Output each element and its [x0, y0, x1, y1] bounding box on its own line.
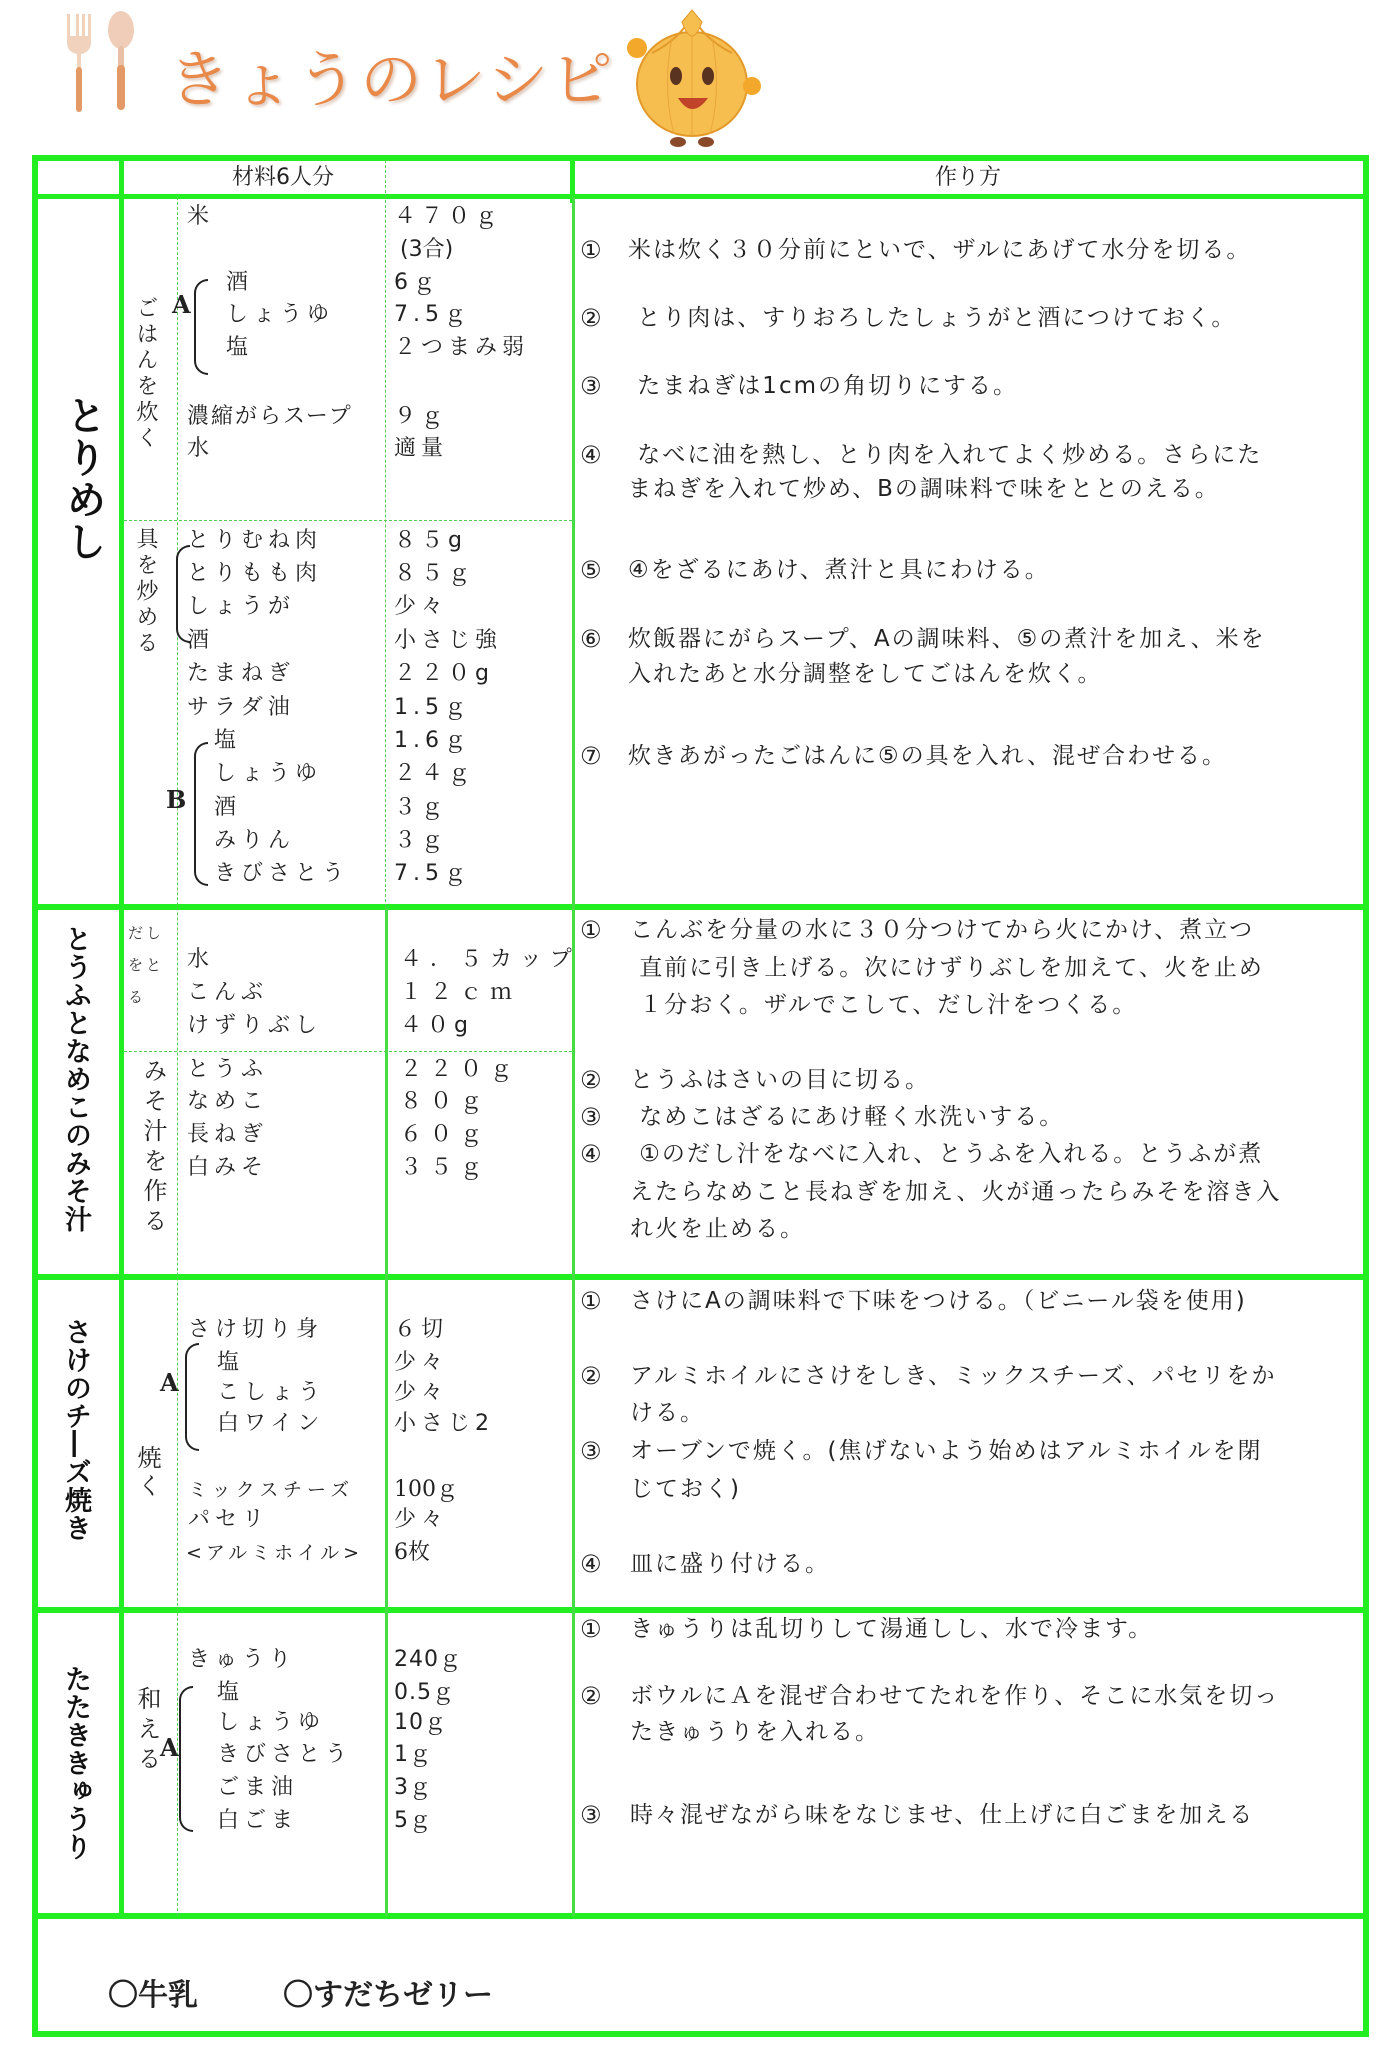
step-text: とうふはさいの目に切る。: [630, 1067, 930, 1093]
step-text: ボウルにＡを混ぜ合わせてたれを作り、そこに水気を切っ: [630, 1683, 1280, 1709]
step-text: なめこはざるにあけ軽く水洗いする。: [630, 1104, 1065, 1130]
ingredient-name: 水: [187, 947, 215, 972]
section-label: だしをとる: [128, 924, 165, 1006]
ingredient-name: みりん: [214, 828, 296, 853]
ingredient-name: さけ切り身: [188, 1317, 324, 1342]
ingredient-name: しょうゆ: [217, 1710, 326, 1735]
step-text: なべに油を熱し、とり肉を入れてよく炒める。さらにた: [628, 442, 1263, 468]
group-label-a: A: [172, 290, 191, 319]
ingredient-amount: ６０ｇ: [400, 1122, 491, 1147]
step-text: えたらなめこと長ねぎを加え、火が通ったらみそを溶き入: [630, 1179, 1282, 1205]
section-label: 焼く: [133, 1445, 161, 1501]
ingredient-amount: 小さじ2: [394, 1411, 494, 1436]
step-text: とり肉は、すりおろしたしょうがと酒につけておく。: [628, 305, 1237, 331]
step-number: ①: [580, 916, 602, 944]
step-text: アルミホイルにさけをしき、ミックスチーズ、パセリをか: [630, 1363, 1277, 1389]
step-number: ④: [580, 1550, 602, 1578]
step-number: ④: [580, 441, 602, 469]
ingredient-name: しょうゆ: [226, 302, 335, 327]
ingredient-name: 塩: [217, 1680, 245, 1705]
step-text: さけにAの調味料で下味をつける。（ビニール袋を使用): [630, 1288, 1247, 1314]
ingredients-header: 材料6人分: [232, 165, 334, 190]
ingredient-amount: ９ｇ: [394, 404, 449, 429]
fork-icon: [62, 12, 92, 112]
step-text: 入れたあと水分調整をしてごはんを炊く。: [628, 661, 1103, 687]
group-label-a: A: [160, 1733, 179, 1762]
recipe-name: さけのチ―ズ焼き: [60, 1318, 91, 1542]
ingredient-amount: １２ｃｍ: [400, 980, 521, 1005]
ingredient-name: とうふ: [187, 1057, 269, 1082]
ingredient-amount: (3合): [400, 237, 454, 262]
ingredient-amount: ８０ｇ: [400, 1089, 491, 1114]
ingredient-name: たまねぎ: [187, 661, 296, 686]
step-number: ③: [580, 1437, 602, 1465]
ingredient-amount: 7.5ｇ: [394, 302, 471, 327]
ingredient-amount: ３５ｇ: [400, 1155, 491, 1180]
recipe-name: とりめし: [60, 395, 106, 563]
ingredient-name: ごま油: [217, 1775, 299, 1800]
recipe-name: とうふとなめこのみそ汁: [60, 925, 91, 1233]
step-text: １分おく。ザルでこして、だし汁をつくる。: [630, 992, 1138, 1018]
ingredient-amount: ４７０ｇ: [394, 204, 503, 229]
ingredient-name: 塩: [214, 728, 242, 753]
step-text: れ火を止める。: [630, 1216, 805, 1242]
ingredient-name: きゅうり: [188, 1647, 297, 1672]
footer-item: 〇すだちゼリー: [283, 1978, 493, 2013]
ingredient-name: 米: [187, 204, 215, 229]
ingredient-name: 白ワイン: [217, 1411, 325, 1436]
section-label: 和える: [133, 1686, 161, 1776]
step-number: ④: [580, 1140, 602, 1168]
ingredient-name: サラダ油: [187, 695, 295, 720]
step-text: ④をざるにあけ、煮汁と具にわける。: [628, 557, 1050, 583]
ingredient-name: 塩: [226, 335, 254, 360]
bracket: [194, 742, 208, 886]
ingredient-name: ミックスチーズ: [188, 1479, 355, 1501]
step-text: たきゅうりを入れる。: [630, 1719, 880, 1745]
ingredient-amount: 6枚: [394, 1540, 430, 1565]
group-label-b: B: [166, 785, 187, 814]
section-label: 具を炒める: [133, 527, 158, 657]
ingredient-amount: ６切: [394, 1317, 449, 1342]
step-text: こんぶを分量の水に３０分つけてから火にかけ、煮立つ: [630, 917, 1255, 943]
ingredient-amount: 3ｇ: [394, 1775, 432, 1800]
ingredient-name: 長ねぎ: [187, 1122, 269, 1147]
step-text: オーブンで焼く。(焦げないよう始めはアルミホイルを閉: [630, 1438, 1263, 1464]
section-label: みそ汁を作る: [139, 1058, 167, 1238]
step-text: たまねぎは1cmの角切りにする。: [628, 373, 1018, 399]
footer-item: 〇牛乳: [108, 1978, 198, 2013]
ingredient-amount: ８５ｇ: [394, 561, 476, 586]
ingredient-amount: 小さじ強: [394, 628, 503, 653]
step-text: 皿に盛り付ける。: [630, 1551, 830, 1577]
ingredient-name: きびさとう: [214, 861, 350, 886]
ingredient-amount: 6ｇ: [394, 270, 440, 295]
step-number: ①: [580, 236, 602, 264]
ingredient-name: 白みそ: [187, 1155, 269, 1180]
method-header: 作り方: [935, 165, 1002, 190]
step-text: ①のだし汁をなべに入れ、とうふを入れる。とうふが煮: [630, 1141, 1264, 1167]
ingredient-amount: 少々: [394, 594, 449, 619]
ingredient-amount: 少々: [394, 1507, 449, 1532]
ingredient-amount: ３ｇ: [394, 795, 449, 820]
bracket: [179, 1686, 193, 1832]
ingredient-amount: ２２０g: [394, 661, 494, 686]
group-label-a: A: [160, 1368, 179, 1397]
step-number: ②: [580, 1362, 602, 1390]
ingredient-name: しょうが: [187, 594, 296, 619]
ingredient-name: 塩: [217, 1350, 245, 1375]
step-number: ②: [580, 1066, 602, 1094]
step-text: じておく): [630, 1476, 741, 1502]
ingredient-name: とりもも肉: [187, 561, 323, 586]
ingredient-name: なめこ: [187, 1089, 269, 1114]
ingredient-name: 酒: [187, 628, 215, 653]
ingredient-name: <アルミホイル>: [186, 1542, 364, 1564]
step-text: ける。: [630, 1400, 705, 1426]
ingredient-amount: ３ｇ: [394, 828, 449, 853]
step-number: ③: [580, 1801, 602, 1829]
ingredient-amount: 100ｇ: [394, 1477, 458, 1502]
ingredient-name: 濃縮がらスープ: [187, 404, 353, 429]
ingredient-amount: ２２０ｇ: [400, 1057, 521, 1082]
ingredient-name: パセリ: [188, 1507, 270, 1532]
ingredient-name: 水: [187, 436, 215, 461]
step-text: 炊飯器にがらスープ、Aの調味料、⑤の煮汁を加え、米を: [628, 626, 1266, 652]
bracket: [194, 279, 208, 375]
onion-mascot-icon: [612, 8, 772, 148]
step-number: ⑥: [580, 625, 602, 653]
ingredient-name: 白ごま: [217, 1808, 299, 1833]
ingredient-amount: 7.5ｇ: [394, 861, 471, 886]
ingredient-amount: ２４ｇ: [394, 761, 476, 786]
step-number: ③: [580, 1103, 602, 1131]
ingredient-name: こんぶ: [187, 980, 269, 1005]
ingredient-name: しょうゆ: [214, 761, 323, 786]
step-text: 炊きあがったごはんに⑤の具を入れ、混ぜ合わせる。: [628, 743, 1227, 769]
ingredient-name: とりむね肉: [187, 528, 323, 553]
ingredient-amount: 少々: [394, 1350, 449, 1375]
step-number: ⑦: [580, 742, 602, 770]
ingredient-amount: 0.5ｇ: [394, 1680, 455, 1705]
ingredient-amount: ４０g: [400, 1013, 473, 1038]
ingredient-amount: 適量: [394, 436, 449, 461]
step-number: ②: [580, 1682, 602, 1710]
step-number: ①: [580, 1615, 602, 1643]
step-number: ②: [580, 304, 602, 332]
step-text: 時々混ぜながら味をなじませ、仕上げに白ごまを加える: [630, 1802, 1255, 1828]
ingredient-name: 酒: [226, 270, 254, 295]
ingredient-name: 酒: [214, 795, 242, 820]
ingredient-amount: 1ｇ: [394, 1742, 432, 1767]
step-text: きゅうりは乱切りして湯通しし、水で冷ます。: [630, 1616, 1154, 1642]
bracket: [185, 1343, 199, 1451]
ingredient-name: けずりぶし: [187, 1013, 323, 1038]
section-label: ごはんを炊く: [133, 296, 158, 452]
recipe-name: たたききゅうり: [60, 1665, 91, 1861]
spoon-icon: [104, 10, 138, 110]
ingredient-amount: 240ｇ: [394, 1647, 462, 1672]
ingredient-amount: ２つまみ弱: [394, 335, 530, 360]
ingredient-amount: 10ｇ: [394, 1710, 447, 1735]
ingredient-amount: ８５g: [394, 528, 467, 553]
ingredient-amount: 1.6ｇ: [394, 728, 471, 753]
ingredient-amount: 1.5ｇ: [394, 695, 471, 720]
step-text: 直前に引き上げる。次にけずりぶしを加えて、火を止め: [630, 955, 1264, 981]
step-text: まねぎを入れて炒め、Bの調味料で味をととのえる。: [628, 476, 1220, 502]
page-title: きょうのレシピ: [168, 43, 615, 116]
step-number: ③: [580, 372, 602, 400]
step-number: ①: [580, 1287, 602, 1315]
step-number: ⑤: [580, 556, 602, 584]
ingredient-amount: 少々: [394, 1380, 449, 1405]
ingredient-amount: ４．５カップ: [400, 947, 580, 972]
ingredient-name: きびさとう: [217, 1742, 353, 1767]
step-text: 米は炊く３０分前にといで、ザルにあげて水分を切る。: [628, 237, 1252, 263]
ingredient-name: こしょう: [217, 1380, 326, 1405]
ingredient-amount: 5ｇ: [394, 1808, 432, 1833]
